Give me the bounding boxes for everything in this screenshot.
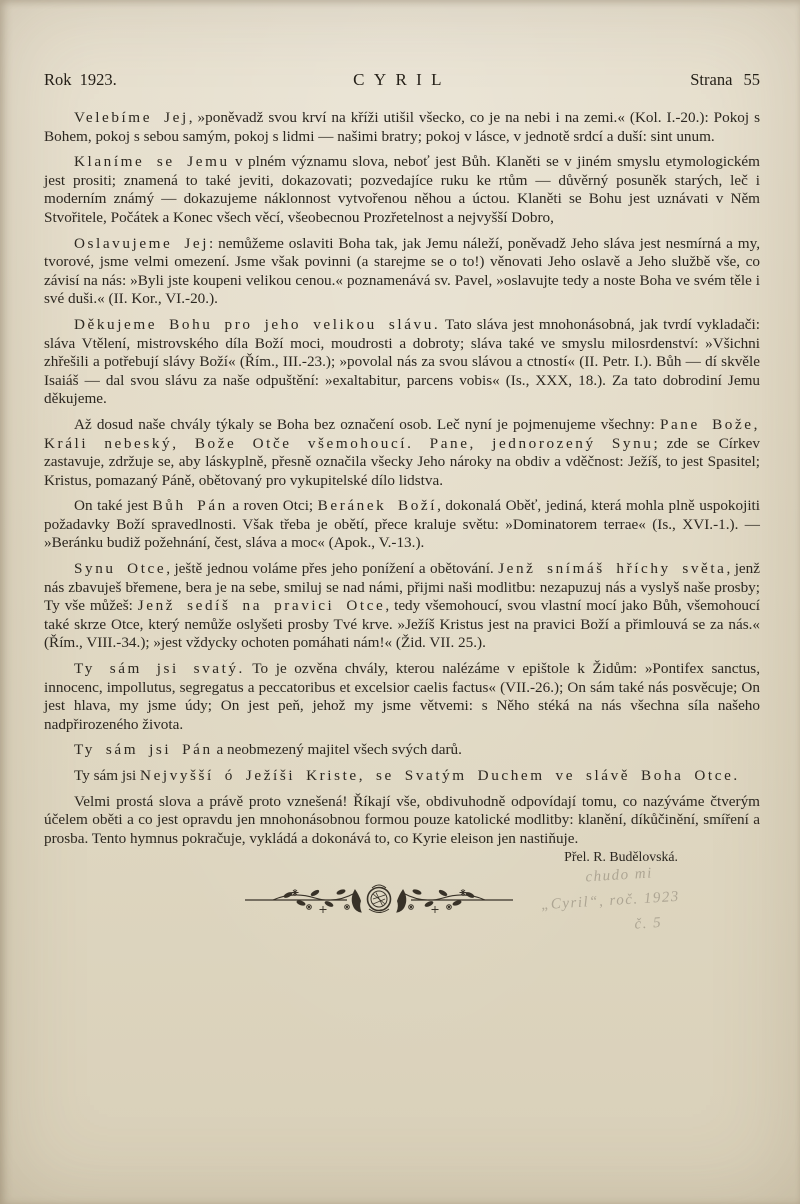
spaced-emphasis-text: Beránek Boží [317, 497, 438, 515]
spaced-emphasis-text: Synu Otce [74, 560, 167, 578]
spaced-emphasis-text: Nejvyšší ó Ježíši Kriste, se Svatým Duchem ve slávě Boha Otce. [140, 767, 740, 784]
header-journal-title: CYRIL [353, 70, 451, 89]
text-run: To je ozvěna chvály, kterou nalézáme v epištole k Židům: »Pontifex sanctus, innocenc, impollutus, segregatus a peccatoribus et excelsior caelis factus« (VII.-26.); On sám také nás posvěcuje; On jest hlava, my jsme údy; On jest peň, jehož my jsme větvemi: s Něho stéká na nás všechna síla našeho nadpřirozeného života. [44, 660, 760, 733]
text-run: : nemůžeme oslaviti Boha tak, jak Jemu náleží, poněvadž Jeho sláva jest nesmírná a my, tvorové, jsme velmi omezení. Jsme však povinni (a starejme se o to!) věnovati Jeho oslavě a Jeho službě vše, co závisí na nás: »Byli jste koupeni velikou cenou.« poznamenává sv. Pavel, »oslavujte tedy a noste Boha ve svém těle i své duši.« (II. Kor., VI.-20.). [44, 234, 760, 308]
text-run: a neobmezený majitel všech svých darů. [212, 741, 462, 759]
handwriting-line: č. 5 [633, 915, 663, 933]
header-page-number: Strana 55 [690, 70, 761, 89]
spaced-emphasis-text: Ty sám jsi svatý. [74, 660, 245, 678]
handwritten-pencil-note [539, 860, 682, 943]
text-run: Tato sláva jest mnohonásobná, jak tvrdí vykladači: sláva Vtělení, mistrovského díla Boží moci, moudrosti a dobroty; sláva také ve smyslu milosrdenství: »Všichni zhřešili a potřebují slávy Boží« (Řím., III.-23.); »povolal nás za svou slávou a ctností« (II. Petr. I.). Bůh — dí skvěle Isaiáš — dal svou slávu za naše odpuštění: »exaltabitur, parcens vobis« (Is., XXX, 18.). Za tato dobrodiní Jemu děkujeme. [44, 315, 760, 408]
spaced-emphasis-text: Velebíme Jej [74, 109, 189, 126]
spaced-emphasis-text: Klaníme se Jemu [74, 153, 230, 171]
paragraph [44, 109, 760, 146]
paragraph [44, 741, 760, 760]
text-run: Velmi prostá slova a právě proto vznešená! Říkají vše, obdivuhodně odpovídají tomu, co nazýváme čtverým účelem oběti a co jest opravdu jen mnohonásobnou formou pouze katolické modlitby: klanění, díkůčinění, smíření a prosba. Tento hymnus pokračuje, vykládá a dokonává to, co Kyrie eleison jen nastiňuje. [44, 792, 760, 847]
text-run: Ty sám jsi [74, 767, 141, 784]
footer-area [44, 865, 760, 939]
text-run: , dokonalá Oběť, jediná, která mohla plně uspokojiti požadavky Boží spravedlnosti. Však třeba je obětí, přece kraluje světu: »Dominatorem terrae« (Is., XVI.-1.). — »Beránku budiž požehnání, čest, sláva a moc« (Apok., V.-13.). [44, 497, 760, 552]
paragraph [44, 416, 760, 490]
spaced-emphasis-text: Děkujeme Bohu pro jeho velikou slávu. [74, 315, 441, 333]
body-text [44, 109, 761, 865]
spaced-emphasis-text: Bůh Pán [152, 497, 228, 515]
header-year: Rok 1923. [44, 70, 117, 89]
paragraph [44, 316, 760, 409]
floral-tailpiece-ornament-icon [243, 880, 515, 920]
paragraph [44, 235, 760, 309]
paragraph [44, 497, 760, 553]
paragraph [44, 792, 760, 865]
spaced-emphasis-text: Oslavujeme Jej [74, 234, 210, 252]
translator-credit: Přel. R. Budělovská. [564, 849, 678, 865]
paragraph [44, 560, 760, 653]
spaced-emphasis-text: Ty sám jsi Pán [74, 741, 213, 759]
paragraph [44, 767, 760, 786]
text-run: Až dosud naše chvály týkaly se Boha bez označení osob. Leč nyní je pojmenujeme všechny: [74, 415, 660, 433]
text-run: , ještě jednou voláme přes jeho ponížení a obětování. [166, 560, 499, 578]
text-run: , »poněvadž svou krví na kříži utišil všecko, co je na nebi i na zemi.« (Kol. I.-20.): Pokoj s Bohem, pokoj s sebou samým, pokoj s lidmi — našimi bratry; pokoj v lásce, v jednotě srdcí a duší: sint unum. [44, 109, 760, 145]
paragraph [44, 660, 760, 734]
handwriting-line: „Cyril“, roč. 1923 [540, 889, 681, 914]
spaced-emphasis-text: Pane Bože, Králi nebeský, Bože Otče všemohoucí. Pane, jednorozený Synu [44, 415, 760, 452]
text-run: On také jest [74, 497, 153, 515]
text-run: a roven Otci; [227, 497, 318, 515]
text-run: v plném významu slova, neboť jest Bůh. Klaněti se v jiném smyslu etymologickém jest prositi; znamená to také jeviti, dokazovati; pozvedajíce ruku ke rtům — důvěrný posuněk starých, leč i moderním známý — dokazujeme náklonnost vytvořenou něhou a úctou. Klaněti se Bohu jest uznávati v Něm Stvořitele, Počátek a Konec všech věcí, všeobecnou Prozřetelnost a nejvyšší Dobro, [44, 153, 760, 226]
text-run: , tedy všemohoucí, svou vlastní mocí jako Bůh, všemohoucí také skrze Otce, který nemůže oslyšeti prosby Tvé krve. »Ježíš Kristus jest na pravici Boží a přimlouvá se za nás.« (Řím., VIII.-34.); »jest vždycky ochoten pomáhati nám!« (Žid. VII. 25.). [44, 597, 760, 652]
handwriting-line: chudo mi [584, 865, 654, 886]
paragraph [44, 153, 760, 227]
spaced-emphasis-text: Jenž sedíš na pravici Otce [137, 597, 386, 615]
text-run: , jenž nás zbavuješ břemene, bera je na sebe, smiluj se nad námi, přijmi naši modlitbu: nezapuzuj nás a vyslyš naše prosby; Ty vše můžeš: [44, 560, 761, 615]
spaced-emphasis-text: Jenž snímáš hříchy světa [498, 560, 727, 578]
running-header [44, 70, 760, 90]
text-run: ; zde se Církev zastavuje, zdržuje se, aby láskyplně, přesně označila všecky Jeho nároky na obdiv a vděčnost: Ježíš, to jest Spasitel; Kristus, pomazaný Páně, obětovaný pro vykupitelské dílo lidstva. [44, 434, 760, 489]
